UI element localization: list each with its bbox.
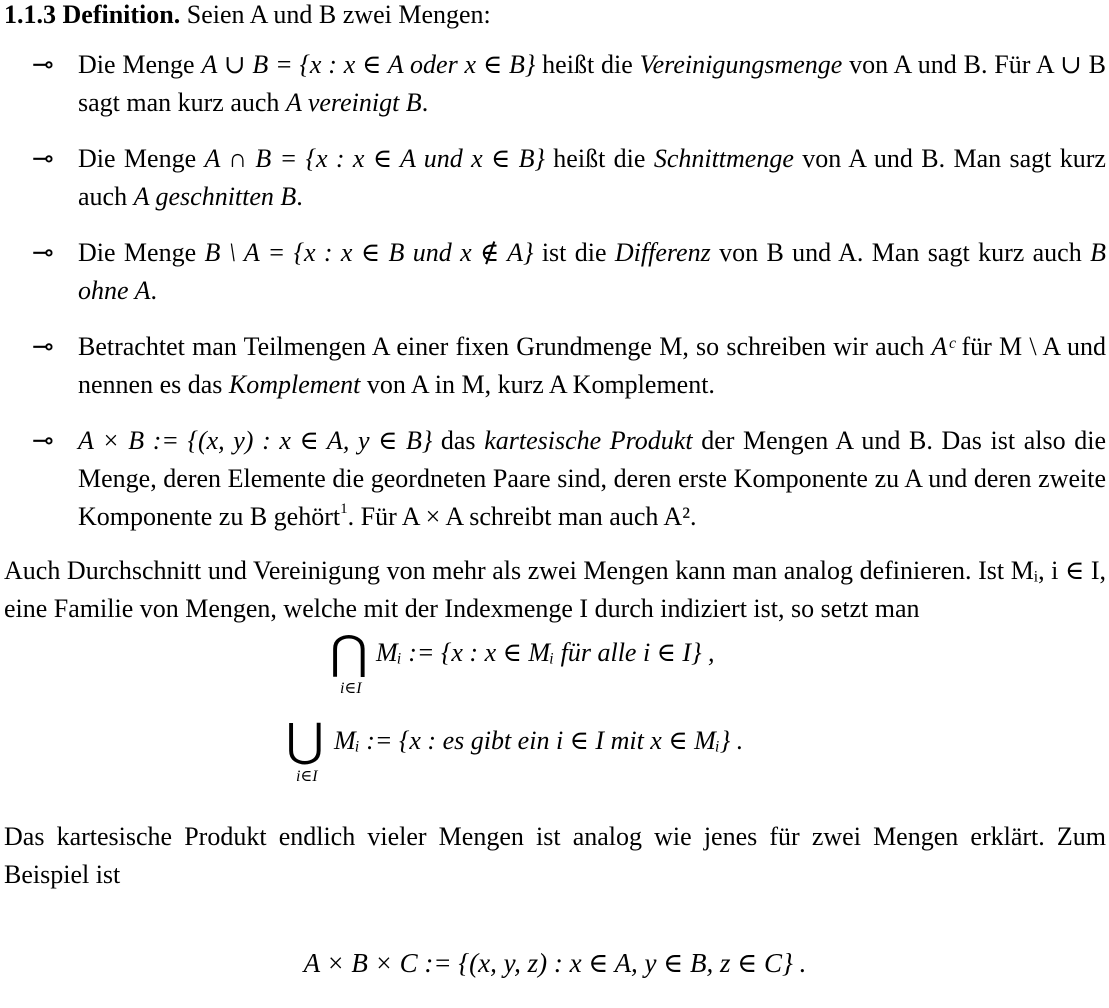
arrow-bullet-icon: ⊸ xyxy=(32,238,54,267)
arrow-bullet-icon: ⊸ xyxy=(32,332,54,361)
list-item-cartesian-product: ⊸ A × B := {(x, y) : x ∈ A, y ∈ B} das kartesische Produkt der Mengen A und B. Das ist also die Menge, deren Elemente die geordneten Paare sind, deren erste Komponente zu A und deren zweite Komponente zu B gehört$^1$. Für A × A schreibt man auch A². xyxy=(4,422,1106,536)
difference-formula: B \ A = {x : x ∈ B und x ∉ A} xyxy=(204,238,534,267)
complement-formula: Aᶜ xyxy=(931,332,955,361)
intersection-definition: Mᵢ := {x : x ∈ Mᵢ für alle i ∈ I} , xyxy=(376,638,715,667)
arrow-bullet-icon: ⊸ xyxy=(32,50,54,79)
list-item-difference: ⊸ Die Menge B \ A = {x : x ∈ B und x ∉ A} ist die Differenz von B und A. Man sagt kurz auch B ohne A. xyxy=(4,234,1106,310)
list-item-complement: ⊸ Betrachtet man Teilmengen A einer fixen Grundmenge M, so schreiben wir auch Aᶜ für M \ A und nennen es das Komplement von A in M, kurz A Komplement. xyxy=(4,328,1106,404)
term-kartesisches-produkt: kartesische Produkt xyxy=(484,426,693,455)
definition-number: 1.1.3 Definition. xyxy=(4,0,181,29)
display-intersection xyxy=(4,628,1106,716)
intersection-formula: A ∩ B = {x : x ∈ A und x ∈ B} xyxy=(204,144,545,173)
arrow-bullet-icon: ⊸ xyxy=(32,144,54,173)
paragraph-finite-product: Das kartesische Produkt endlich vieler Mengen ist analog wie jenes für zwei Mengen erklärt. Zum Beispiel ist xyxy=(4,822,1106,889)
paragraph-families: Auch Durchschnitt und Vereinigung von mehr als zwei Mengen kann man analog definieren. Ist Mᵢ, i ∈ I, eine Familie von Mengen, welche mit der Indexmenge I durch indiziert ist, so setzt man xyxy=(4,556,1106,623)
product-formula: A × B := {(x, y) : x ∈ A, y ∈ B} xyxy=(78,426,433,455)
term-vereinigungsmenge: Vereinigungsmenge xyxy=(639,50,843,79)
big-union-symbol: ⋃ xyxy=(286,715,324,766)
document-page xyxy=(4,0,1106,982)
list-item-intersection: ⊸ Die Menge A ∩ B = {x : x ∈ A und x ∈ B} heißt die Schnittmenge von A und B. Man sagt kurz auch A geschnitten B. xyxy=(4,140,1106,216)
union-definition: Mᵢ := {x : es gibt ein i ∈ I mit x ∈ Mᵢ} . xyxy=(334,726,744,755)
term-komplement: Komplement xyxy=(228,370,361,399)
intersection-index: i∈I xyxy=(340,680,362,697)
list-item-union: ⊸ Die Menge A ∪ B = {x : x ∈ A oder x ∈ B} heißt die Vereinigungsmenge von A und B. Für A ∪ B sagt man kurz auch A vereinigt B. xyxy=(4,46,1106,122)
term-differenz: Differenz xyxy=(614,238,711,267)
term-schnittmenge: Schnittmenge xyxy=(653,144,794,173)
big-intersection-symbol: ⋂ xyxy=(330,627,368,678)
union-formula: A ∪ B = {x : x ∈ A oder x ∈ B} xyxy=(201,50,536,79)
definition-intro: Seien A und B zwei Mengen: xyxy=(186,0,491,29)
union-index: i∈I xyxy=(296,768,318,785)
display-triple-product: A × B × C := {(x, y, z) : x ∈ A, y ∈ B, z ∈ C} . xyxy=(303,948,807,978)
footnote-marker[interactable]: 1 xyxy=(340,501,348,517)
definition-heading xyxy=(4,0,1106,34)
display-union xyxy=(4,716,1106,804)
arrow-bullet-icon: ⊸ xyxy=(32,426,54,455)
